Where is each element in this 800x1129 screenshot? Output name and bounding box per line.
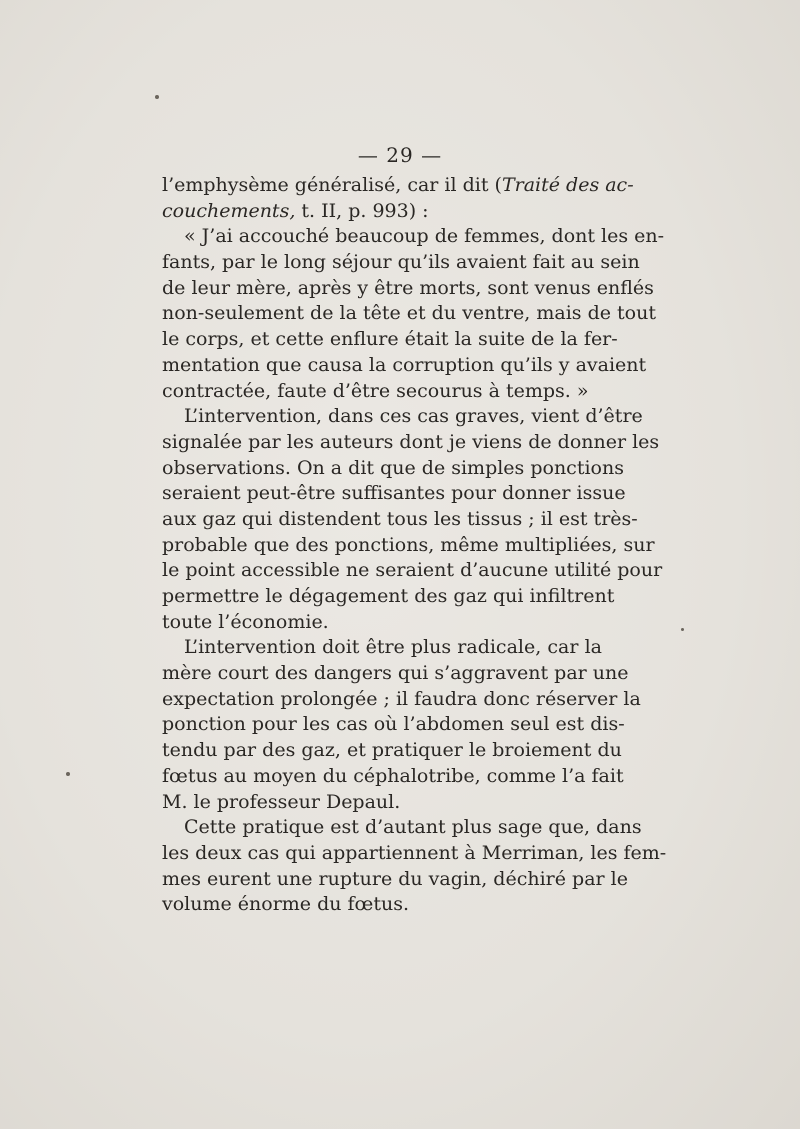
text-line xyxy=(162,276,654,302)
text-line xyxy=(162,533,655,559)
text-line xyxy=(162,481,626,507)
text-line xyxy=(162,327,618,353)
paper-speck xyxy=(66,772,70,776)
text-line xyxy=(162,661,629,687)
text-segment: expectation prolongée ; il faudra donc réserver la xyxy=(162,687,641,710)
text-segment: t. II, p. 993) : xyxy=(295,199,429,222)
text-segment: mes eurent une rupture du vagin, déchiré par le xyxy=(162,867,628,890)
text-line xyxy=(162,404,643,430)
text-segment: fants, par le long séjour qu’ils avaient fait au sein xyxy=(162,251,640,274)
text-segment: Cette pratique est d’autant plus sage que, dans xyxy=(184,816,642,839)
text-line xyxy=(162,301,656,327)
text-line xyxy=(162,584,615,610)
text-line xyxy=(162,353,647,379)
text-line xyxy=(162,687,641,713)
text-line xyxy=(162,379,602,405)
text-line xyxy=(162,738,622,764)
text-line xyxy=(162,712,625,738)
text-segment: L’intervention, dans ces cas graves, vient d’être xyxy=(184,405,643,428)
text-line xyxy=(162,456,624,482)
text-line xyxy=(162,173,634,199)
paper-speck xyxy=(681,628,684,631)
text-segment: tendu par des gaz, et pratiquer le broiement du xyxy=(162,739,622,762)
text-line xyxy=(162,430,660,456)
text-line xyxy=(162,867,628,893)
text-segment: non-seulement de la tête et du ventre, mais de tout xyxy=(162,302,656,325)
text-line xyxy=(162,507,638,533)
text-line xyxy=(162,224,665,250)
text-segment: probable que des ponctions, même multipliées, sur xyxy=(162,533,655,556)
text-line xyxy=(162,250,640,276)
text-segment: ponction pour les cas où l’abdomen seul est dis- xyxy=(162,713,625,736)
text-segment: M. le professeur Depaul. xyxy=(162,790,401,813)
text-segment: le corps, et cette enflure était la suite de la fer- xyxy=(162,328,618,351)
italic-text-segment: couchements, xyxy=(162,199,296,222)
body-text xyxy=(162,173,667,918)
text-line xyxy=(162,815,642,841)
text-line xyxy=(162,558,663,584)
text-segment: aux gaz qui distendent tous les tissus ; il est très- xyxy=(162,507,638,530)
text-line xyxy=(162,790,602,816)
text-line xyxy=(162,764,624,790)
text-segment: observations. On a dit que de simples ponctions xyxy=(162,456,624,479)
text-segment: les deux cas qui appartiennent à Merriman, les fem- xyxy=(162,841,667,864)
text-segment: l’emphysème généralisé, car il dit ( xyxy=(162,174,502,196)
text-segment: signalée par les auteurs dont je viens de donner les xyxy=(162,430,660,453)
text-line xyxy=(162,892,602,918)
paper-speck xyxy=(155,95,159,99)
page-number: — 29 — xyxy=(357,143,443,167)
text-segment: le point accessible ne seraient d’aucune utilité pour xyxy=(162,559,663,582)
text-segment: seraient peut-être suffisantes pour donner issue xyxy=(162,482,626,505)
text-segment: fœtus au moyen du céphalotribe, comme l’a fait xyxy=(162,764,624,787)
text-line xyxy=(162,199,602,225)
italic-text-segment: Traité des ac- xyxy=(501,174,634,196)
text-line xyxy=(162,841,667,867)
text-segment: volume énorme du fœtus. xyxy=(162,893,410,916)
text-line xyxy=(162,610,602,636)
text-segment: mère court des dangers qui s’aggravent par une xyxy=(162,662,629,685)
text-segment: L’intervention doit être plus radicale, car la xyxy=(184,636,602,659)
text-segment: toute l’économie. xyxy=(162,610,329,633)
text-segment: permettre le dégagement des gaz qui infiltrent xyxy=(162,585,615,607)
text-segment: mentation que causa la corruption qu’ils y avaient xyxy=(162,353,647,376)
text-segment: contractée, faute d’être secourus à temps. » xyxy=(162,379,589,402)
text-segment: « J’ai accouché beaucoup de femmes, dont les en- xyxy=(184,225,665,248)
text-line xyxy=(162,635,602,661)
text-segment: de leur mère, après y être morts, sont venus enflés xyxy=(162,276,654,299)
